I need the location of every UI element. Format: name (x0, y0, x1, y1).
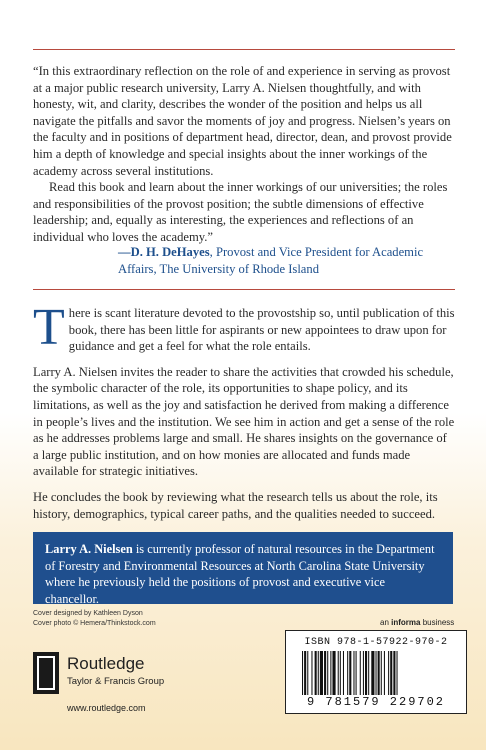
description-paragraph-1 (33, 299, 455, 356)
author-bio-box (33, 532, 453, 604)
routledge-logo (33, 652, 193, 700)
drop-cap: T (33, 299, 65, 356)
description-paragraph-3: He concludes the book by reviewing what the research tells us about the role, its history, demographics, typical career paths, and the qualities needed to succeed. (33, 489, 438, 521)
cover-design-credit: Cover designed by Kathleen Dyson (33, 610, 143, 617)
publisher-group: Taylor & Francis Group (67, 676, 165, 687)
author-bio-text: is currently professor of natural resources in the Department of Forestry and Environmental Resources at North Carolina State University where he previously held the positions of provost and executive vice chancellor. (45, 542, 435, 606)
attribution-name: —D. H. DeHayes (118, 245, 210, 259)
routledge-logo-mark (33, 652, 61, 694)
isbn-barcode (285, 630, 467, 714)
barcode-digits: 9 781579 229702 (306, 695, 446, 709)
middle-rule (33, 289, 455, 290)
informa-brand: informa (391, 618, 421, 627)
book-description (33, 299, 455, 531)
endorsement-quote (33, 63, 455, 246)
publisher-name: Routledge (67, 654, 145, 673)
barcode-bars (302, 651, 452, 695)
informa-tagline (380, 618, 454, 627)
attribution-affiliation: , Provost and Vice President for Academic Affairs, The University of Rhode Island (118, 245, 424, 276)
publisher-website: www.routledge.com (67, 703, 146, 713)
informa-prefix: an (380, 618, 392, 627)
description-paragraph-2: Larry A. Nielsen invites the reader to share the activities that crowded his schedule, the symbolic character of the role, its opportunities to shape policy, and its limitations, as well as the joy and satisfaction he derived from making a difference in people’s lives and the institution. We see him in action and get a sense of the role as he addresses problems large and small. He shares insights on the governance of a large public institution, and on how monies are allocated and funds made available for strategic initiatives. (33, 364, 455, 479)
isbn-text: ISBN 978-1-57922-970-2 (304, 637, 448, 648)
quote-attribution (118, 244, 458, 277)
cover-photo-credit: Cover photo © Hemera/Thinkstock.com (33, 619, 156, 627)
top-rule (33, 49, 455, 50)
quote-paragraph-2: Read this book and learn about the inner workings of our universities; the roles and responsibilities of the provost position; the subtle dimensions of effective leadership; and, equally as interesting, the experiences and reflections of an individual who loves the academy.” (33, 180, 448, 244)
informa-suffix: business (420, 618, 455, 627)
quote-paragraph-1: “In this extraordinary reflection on the role of and experience in serving as provost at a major public research university, Larry A. Nielsen thoughtfully, and with honesty, wit, and clarity, describes the wonder of the position and helps us all navigate the pitfalls and savor the moments of joy and progress. Nielsen’s years on the faculty and in positions of department head, director, dean, and provost provide him a depth of knowledge and special insights about the inner workings of the academy across several institutions. (33, 64, 452, 178)
cover-credits (33, 609, 156, 628)
description-paragraph-1-text: here is scant literature devoted to the provostship so, until publication of this book, there has been little for aspirants or new appointees to draw upon for guidance and get a feel for what the role entails. (68, 306, 455, 354)
author-name: Larry A. Nielsen (45, 542, 133, 556)
